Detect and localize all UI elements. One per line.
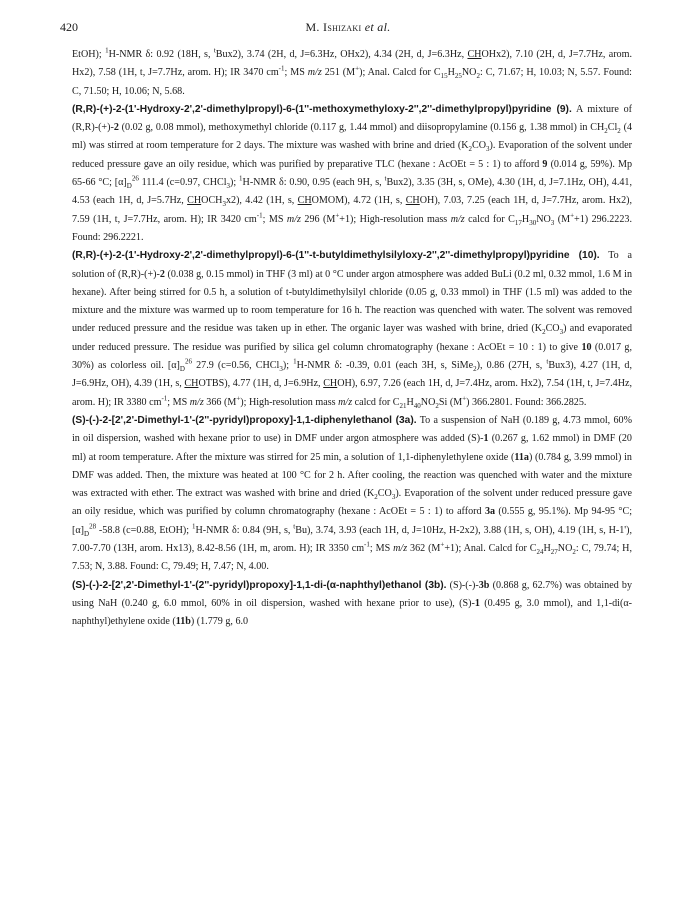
subscript: 3 — [222, 200, 226, 209]
compound-number: 1 — [474, 597, 480, 609]
text-run: +1) 296.2223. Found: 296.2221. — [72, 213, 632, 243]
superscript: 26 — [131, 174, 139, 183]
subscript: 2 — [468, 145, 472, 154]
running-head-etal: et al. — [364, 20, 391, 34]
page-header — [60, 20, 636, 38]
text-run: OTBS), 4.77 (1H, d, J=6.9Hz, — [198, 378, 324, 390]
superscript: 28 — [89, 522, 97, 531]
text-run: A mixture of (R,R)-(+)- — [72, 103, 632, 134]
text-run: (0.014 g, 59%). Mp 65-66 °C; [α] — [72, 158, 632, 189]
subscript: 3 — [559, 328, 564, 337]
italic-text: m/z — [338, 396, 353, 408]
text-run: (0.017 g, 30%) as colorless oil. [α] — [72, 341, 632, 372]
compound-number: 10 — [581, 341, 592, 353]
text-run: H-NMR δ: 0.92 (18H, s, — [108, 49, 214, 60]
text-run: (0.495 g, 3.0 mmol), and 1,1-di(α-naphthyl)ethylene oxide ( — [72, 597, 632, 628]
subscript: 24 — [536, 548, 544, 557]
compound-number: 3b — [478, 579, 490, 591]
compound-title: (S)-(-)-2-[2',2'-Dimethyl-1'-(2''-pyridyl)propoxy]-1,1-di-(α-naphthyl)ethanol (3b). — [72, 579, 447, 591]
running-head — [60, 20, 636, 35]
text-run: H — [543, 543, 551, 555]
running-head-author: M. Ishizaki — [305, 20, 362, 34]
compound-number: 9 — [542, 158, 548, 170]
compound-number: 3a — [484, 506, 496, 518]
text-run: : C, 79.74; H, 7.53; N, 3.88. Found: C, 79.49; H, 7.47; N, 4.00. — [72, 543, 632, 573]
text-run: (4 ml) was stirred at room temperature for 2 days. The mixture was washed with brine and dried (K — [72, 122, 632, 152]
italic-text: m/z — [189, 396, 204, 408]
text-run: (0.868 g, 62.7%) was obtained by using NaH (0.240 g, 6.0 mmol, 60% in oil dispersion, washed with hexane prior to use), (S)- — [72, 579, 632, 609]
subscript: 3 — [391, 493, 396, 502]
subscript: 3 — [486, 145, 490, 154]
text-run: ; MS — [262, 213, 287, 225]
subscript: 2 — [572, 548, 576, 557]
text-run: ); — [230, 177, 240, 189]
underlined-text: CH — [467, 49, 482, 60]
subscript: 3 — [550, 218, 555, 227]
superscript: 1 — [293, 357, 297, 366]
superscript: t — [213, 46, 216, 55]
text-run: calcd for C — [464, 213, 515, 225]
text-run: ); Anal. Calcd for C — [359, 67, 441, 79]
superscript: t — [546, 357, 549, 366]
text-run: Cl — [607, 122, 618, 134]
superscript: + — [335, 211, 340, 220]
subscript: 40 — [413, 401, 421, 410]
text-run: 27.9 (c=0.56, CHCl — [191, 360, 280, 372]
text-run: Bu), 3.74, 3.93 (each 1H, d, J=10Hz, H-2x2), 3.88 (1H, s, OH), 4.19 (1H, s, H-1'), 7.00-7.70 (13H, arom. Hx13), 8.42-8.56 (1H, m, arom. H); IR 3350 cm — [72, 524, 632, 555]
text-run: H-NMR δ: 0.90, 0.95 (each 9H, s, — [242, 177, 385, 189]
superscript: + — [462, 394, 467, 403]
text-run: ), 0.86 (27H, s, — [476, 360, 547, 372]
text-run: OMOM), 4.72 (1H, s, — [311, 195, 406, 207]
text-run: (0.267 g, 1.62 mmol) in DMF (20 ml) at room temperature. After the mixture was stirred for 25 min, a solution of 1,1-diphenylethylene oxide ( — [72, 433, 632, 463]
text-run: H — [406, 396, 414, 408]
subscript: 2 — [604, 127, 608, 136]
text-run: ) 366.2801. Found: 366.2825. — [466, 396, 587, 408]
text-run: EtOH); — [72, 49, 106, 60]
superscript: + — [236, 394, 241, 403]
italic-text: m/z — [393, 543, 408, 555]
superscript: + — [440, 540, 445, 549]
text-run: NO — [420, 396, 436, 408]
compound-title: (S)-(-)-2-[2',2'-Dimethyl-1'-(2''-pyridyl)propoxy]-1,1-diphenylethanol (3a). — [72, 414, 417, 426]
subscript: 2 — [617, 127, 621, 136]
text-run: 366 (M — [203, 396, 237, 408]
text-run: (0.555 g, 95.1%). Mp 94-95 °C; [α] — [72, 506, 633, 536]
text-run: x2), 4.42 (1H, s, — [225, 195, 298, 207]
subscript: 2 — [476, 72, 480, 81]
underlined-text: CH — [405, 195, 420, 207]
text-run: To a suspension of NaH (0.189 g, 4.73 mmol, 60% in oil dispersion, washed with hexane prior to use) in DMF under argon atmosphere was added (S)- — [72, 414, 633, 445]
underlined-text: CH — [184, 378, 199, 390]
underlined-text: CH — [297, 195, 312, 207]
paragraph-compound-9 — [72, 101, 632, 247]
superscript: 1 — [105, 46, 109, 55]
text-run: ); — [282, 360, 294, 372]
paragraph-diol-data — [72, 46, 632, 101]
text-run: H-NMR δ: 0.84 (9H, s, — [195, 524, 294, 536]
text-run: calcd for C — [352, 396, 400, 408]
italic-text: m/z — [450, 213, 465, 225]
compound-title: (R,R)-(+)-2-(1'-Hydroxy-2',2'-dimethylpropyl)-6-(1''-t-butyldimethylsilyloxy-2'',2''-dimethylpropyl)pyridine (10). — [72, 250, 600, 262]
text-run: (0.02 g, 0.08 mmol), methoxymethyl chloride (0.117 g, 1.44 mmol) and diisopropylamine (0.156 g, 1.38 mmol) in CH — [118, 122, 605, 134]
text-run: +1); Anal. Calcd for C — [444, 543, 537, 555]
text-run: : C, 71.67; H, 10.03; N, 5.57. Found: C, 71.50; H, 10.06; N, 5.68. — [72, 67, 632, 97]
text-run: Si (M — [438, 396, 463, 408]
superscript: 26 — [184, 357, 192, 366]
italic-text: m/z — [286, 213, 301, 225]
paragraph-compound-3a — [72, 412, 632, 577]
superscript: + — [570, 211, 575, 220]
text-run: NO — [461, 67, 477, 79]
italic-text: m/z — [307, 67, 322, 79]
text-run: (0.038 g, 0.15 mmol) in THF (3 ml) at 0 °C under argon atmosphere was added BuLi (0.2 ml, 0.32 mmol, 1.6 M in hexane). After being stirred for 0.5 h, a solution of t-butyldimethylsilyl chloride (0.05 g, 0.33 mmol) in THF (1.5 ml) was added to the mixture and the mixture was warmed up to room temperature for 16 h. The reaction was quenched with water. The solvent was removed under reduced pressure and the residue was taken up in ether. The organic layer was washed with brine, dried (K — [72, 268, 632, 335]
subscript: 15 — [440, 72, 448, 81]
superscript: t — [384, 174, 387, 183]
page-number: 420 — [60, 20, 78, 34]
subscript: 2 — [473, 365, 477, 374]
text-run: 111.4 (c=0.97, CHCl — [138, 177, 227, 189]
subscript: 17 — [514, 218, 522, 227]
text-run: OH), 7.03, 7.25 (each 1H, d, J=7.7Hz, arom. Hx2), 7.59 (1H, t, J=7.7Hz, arom. H); IR 3420 cm — [72, 195, 633, 225]
paragraph-compound-3b — [72, 577, 632, 632]
subscript: D — [84, 529, 90, 538]
text-run: Bux2), 3.35 (3H, s, OMe), 4.30 (1H, d, J=7.1Hz, OH), 4.41, 4.53 (each 1H, d, J=5.7Hz, — [72, 177, 632, 207]
text-run: H-NMR δ: -0.39, 0.01 (each 3H, s, SiMe — [296, 360, 474, 372]
text-run: CO — [472, 140, 487, 152]
superscript: 1 — [191, 522, 196, 531]
text-run: 296 (M — [300, 213, 336, 225]
text-run: ) (1.779 g, 6.0 — [190, 616, 249, 628]
subscript: 2 — [374, 493, 378, 502]
subscript: 21 — [399, 401, 407, 410]
subscript: 3 — [226, 182, 231, 191]
text-run: (S)-(-)- — [446, 579, 479, 591]
text-run: To a solution of (R,R)-(+)- — [72, 250, 632, 280]
subscript: 2 — [435, 401, 439, 410]
compound-number: 1 — [483, 433, 489, 445]
text-run: ; MS — [369, 543, 394, 555]
text-run: OH), 6.97, 7.26 (each 1H, d, J=7.4Hz, arom. Hx2), 7.54 (1H, t, J=7.4Hz, arom. H); IR 3380 cm — [72, 378, 632, 408]
subscript: 25 — [454, 72, 462, 81]
text-run: ). Evaporation of the solvent under reduced pressure gave an oily residue, which was purified by preparative TLC (hexane : AcOEt = 5 : 1) to afford — [72, 140, 632, 170]
subscript: 3 — [279, 365, 283, 374]
text-run: ) (0.784 g, 3.99 mmol) in DMF was added. Then, the mixture was heated at 100 °C for 2 h. After cooling, the reaction was quenched with water and the mixture was extracted with ether. The extract was washed with brine and dried (K — [72, 451, 632, 500]
text-run: NO — [557, 543, 573, 555]
text-run: 251 (M — [321, 67, 356, 79]
text-run: ); High-resolution mass — [240, 396, 339, 408]
subscript: D — [179, 365, 185, 374]
superscript: -1 — [278, 64, 285, 73]
compound-number: 2 — [159, 268, 165, 280]
text-run: -58.8 (c=0.88, EtOH); — [96, 524, 192, 536]
subscript: 2 — [542, 328, 546, 337]
subscript: 27 — [550, 548, 558, 557]
subscript: 30 — [529, 218, 537, 227]
text-run: NO — [536, 213, 551, 225]
superscript: -1 — [364, 540, 370, 549]
text-run: ; MS — [284, 67, 308, 79]
text-run: Bux3), 4.27 (1H, d, J=6.9Hz, OH), 4.39 (1H, s, — [72, 360, 633, 390]
text-run: (M — [554, 213, 571, 225]
text-run: CO — [377, 488, 392, 500]
superscript: + — [355, 64, 360, 73]
text-run: ) and evaporated under reduced pressure. The residue was purified by silica gel column chromatography (hexane : AcOEt = 10 : 1) to give — [72, 323, 633, 353]
text-run: OHx2), 7.10 (2H, d, J=7.7Hz, arom. Hx2), 7.58 (1H, t, J=7.7Hz, arom. H); IR 3470 cm — [72, 49, 632, 79]
text-run: Bux2), 3.74 (2H, d, J=6.3Hz, OHx2), 4.34 (2H, d, J=6.3Hz, — [215, 49, 468, 60]
compound-title: (R,R)-(+)-2-(1'-Hydroxy-2',2'-dimethylpropyl)-6-(1''-methoxymethyloxy-2'',2''-dimethylpropyl)pyridine (9). — [72, 103, 572, 115]
underlined-text: CH — [323, 378, 338, 390]
superscript: -1 — [161, 394, 168, 403]
paragraph-compound-10 — [72, 247, 632, 412]
text-run: CO — [545, 323, 560, 335]
text-run: ). Evaporation of the solvent under reduced pressure gave an oily residue, which was purified by column chromatography (hexane : AcOEt = 5 : 1) to afford — [72, 488, 632, 518]
text-run: H — [447, 67, 455, 79]
text-run: 362 (M — [407, 543, 441, 555]
superscript: 1 — [239, 174, 243, 183]
text-run: ; MS — [167, 396, 190, 408]
experimental-body — [72, 46, 632, 632]
compound-number: 11a — [514, 451, 529, 463]
text-run: OCH — [201, 195, 223, 207]
subscript: D — [126, 182, 132, 191]
superscript: -1 — [256, 211, 263, 220]
compound-number: 2 — [113, 122, 119, 134]
underlined-text: CH — [187, 195, 202, 207]
text-run: +1); High-resolution mass — [339, 213, 451, 225]
text-run: H — [521, 213, 530, 225]
compound-number: 11b — [175, 616, 191, 628]
superscript: t — [293, 522, 296, 531]
